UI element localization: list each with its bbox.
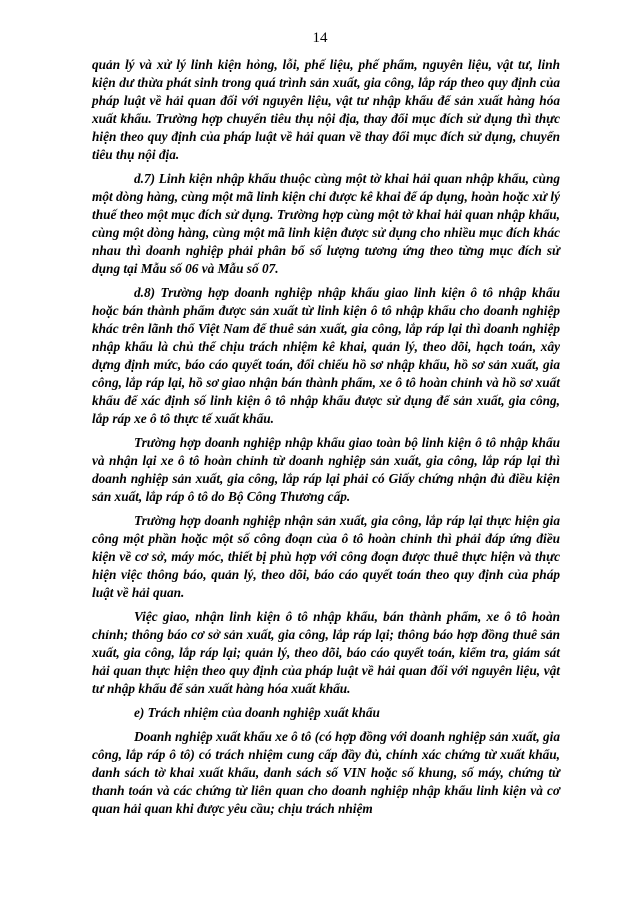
paragraph-d7: d.7) Linh kiện nhập khẩu thuộc cùng một tờ khai hải quan nhập khẩu, cùng một dòng hàng, cùng một mã linh kiện chỉ được kê khai để áp dụng, hoàn hoặc xử lý thuế theo một mục đích sử dụng. Trường hợp cùng một tờ khai hải quan nhập khẩu, cùng một dòng hàng, cùng một mã linh kiện được sử dụng cho nhiều mục đích khác nhau thì doanh nghiệp phải phân bổ số lượng tương ứng theo từng mục đích sử dụng tại Mẫu số 06 và Mẫu số 07. [92,171,560,276]
page-number: 14 [312,30,328,46]
paragraph-continuation: quản lý và xử lý linh kiện hỏng, lỗi, phế liệu, phế phẩm, nguyên liệu, vật tư, linh kiện dư thừa phát sinh trong quá trình sản xuất, gia công, lắp ráp theo quy định của pháp luật về hải quan đối với nguyên liệu, vật tư nhập khẩu để sản xuất hàng hóa xuất khẩu. Trường hợp chuyển tiêu thụ nội địa, thay đổi mục đích sử dụng thì thực hiện theo quy định của pháp luật về hải quan về thay đổi mục đích sử dụng, chuyển tiêu thụ nội địa. [92,57,560,162]
paragraph-delivery-procedures: Việc giao, nhận linh kiện ô tô nhập khẩu, bán thành phẩm, xe ô tô hoàn chỉnh; thông báo cơ sở sản xuất, gia công, lắp ráp lại; thông báo hợp đồng thuê sản xuất, gia công, lắp ráp lại; quản lý, theo dõi, báo cáo quyết toán, kiểm tra, giám sát hải quan thực hiện theo quy định của pháp luật về hải quan đối với nguyên liệu, vật tư nhập khẩu để sản xuất hàng hóa xuất khẩu. [92,609,560,696]
section-heading-exporter-responsibility: e) Trách nhiệm của doanh nghiệp xuất khẩu [134,705,380,720]
paragraph-partial-processing: Trường hợp doanh nghiệp nhận sản xuất, gia công, lắp ráp lại thực hiện gia công một phần hoặc một số công đoạn của ô tô hoàn chỉnh thì phải đáp ứng điều kiện về cơ sở, máy móc, thiết bị phù hợp với công đoạn được thuê thực hiện và thực hiện việc thông báo, quản lý, theo dõi, báo cáo quyết toán theo quy định của pháp luật về hải quan. [92,513,560,600]
page-content [92,56,560,824]
paragraph-full-component-delivery: Trường hợp doanh nghiệp nhập khẩu giao toàn bộ linh kiện ô tô nhập khẩu và nhận lại xe ô tô hoàn chỉnh từ doanh nghiệp sản xuất, gia công, lắp ráp lại thì doanh nghiệp sản xuất, gia công, lắp ráp lại phải có Giấy chứng nhận đủ điều kiện sản xuất, lắp ráp ô tô do Bộ Công Thương cấp. [92,435,560,504]
paragraph-exporter-responsibility: Doanh nghiệp xuất khẩu xe ô tô (có hợp đồng với doanh nghiệp sản xuất, gia công, lắp ráp ô tô) có trách nhiệm cung cấp đầy đủ, chính xác chứng từ xuất khẩu, danh sách tờ khai xuất khẩu, danh sách số VIN hoặc số khung, số máy, chứng từ thanh toán và các chứng từ liên quan cho doanh nghiệp nhập khẩu linh kiện và cơ quan hải quan khi được yêu cầu; chịu trách nhiệm [92,729,560,816]
paragraph-d8: d.8) Trường hợp doanh nghiệp nhập khẩu giao linh kiện ô tô nhập khẩu hoặc bán thành phẩm được sản xuất từ linh kiện ô tô nhập khẩu cho doanh nghiệp khác trên lãnh thổ Việt Nam để thuê sản xuất, gia công, lắp ráp lại thì doanh nghiệp nhập khẩu là chủ thể chịu trách nhiệm kê khai, quản lý, theo dõi, hạch toán, xây dựng định mức, báo cáo quyết toán, đối chiếu hồ sơ nhập khẩu, hồ sơ sản xuất, gia công, lắp ráp lại, hồ sơ giao nhận bán thành phẩm, xe ô tô hoàn chỉnh và hồ sơ xuất khẩu để xác định số linh kiện ô tô nhập khẩu được sử dụng để sản xuất, gia công, lắp ráp xe ô tô thực tế xuất khẩu. [92,285,560,426]
